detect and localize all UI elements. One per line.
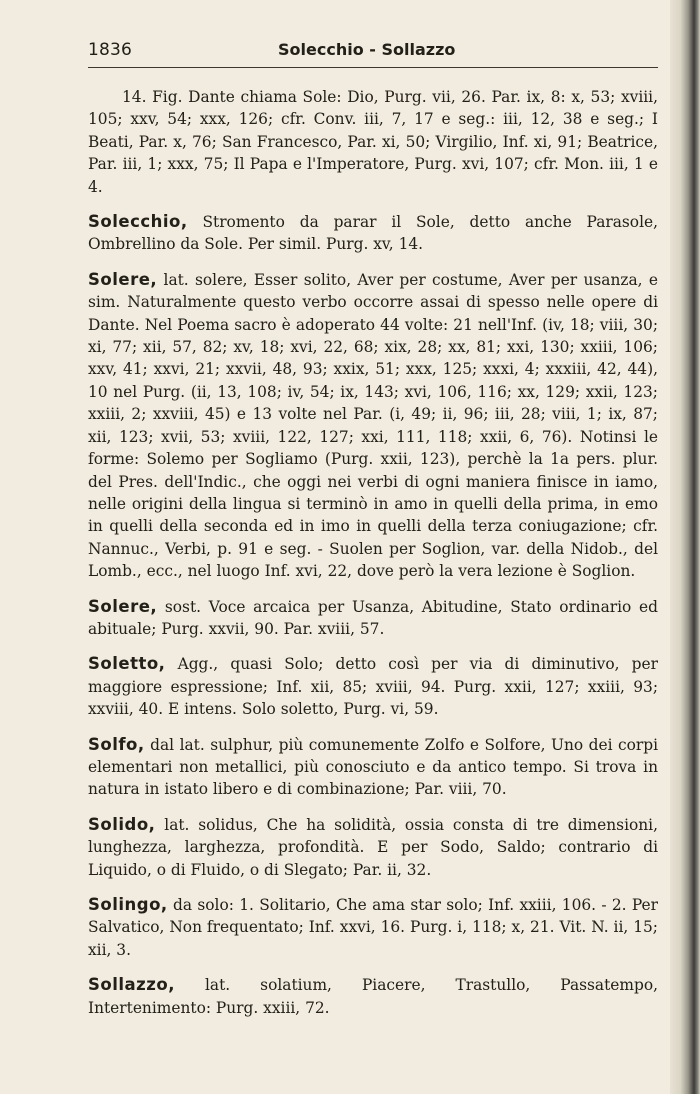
running-head: Solecchio - Sollazzo	[278, 40, 456, 59]
entry-text: lat. solatium, Piacere, Trastullo, Passatempo, Intertenimento: Purg. xxiii, 72.	[88, 976, 658, 1017]
page-header	[88, 40, 658, 70]
entry-text: lat. solidus, Che ha solidità, ossia consta di tre dimensioni, lunghezza, larghezza, profondità. E per Sodo, Saldo; contrario di Liquido, o di Fluido, o di Slegato; Par. ii, 32.	[88, 815, 658, 879]
entry-soletto	[88, 653, 658, 720]
entry-sollazzo	[88, 974, 658, 1019]
entry-solido	[88, 814, 658, 881]
dictionary-body	[88, 86, 658, 1032]
headword: Solecchio,	[88, 212, 188, 232]
header-rule	[88, 67, 658, 68]
headword: Solere,	[88, 269, 158, 289]
entry-text: 14. Fig. Dante chiama Sole: Dio, Purg. vii, 26. Par. ix, 8: x, 53; xviii, 105; xxv, 54; xxx, 126; cfr. Conv. iii, 7, 17 e seg.: iii, 12, 38 e seg.; I Beati, Par. x, 76; San Francesco, Par. xi, 50; Virgilio, Inf. xi, 91; Beatrice, Par. iii, 1; xxx, 75; Il Papa e l'Imperatore, Purg. xvi, 107; cfr. Mon. iii, 1 e 4.	[88, 88, 658, 196]
headword: Soletto,	[88, 654, 166, 674]
headword: Solingo,	[88, 895, 168, 914]
entry-text: lat. solere, Esser solito, Aver per costume, Aver per usanza, e sim. Naturalmente questo verbo occorre assai di spesso nelle opere di Dante. Nel Poema sacro è adoperato 44 volte: 21 nell'Inf. (iv, 18; viii, 30; xi, 77; xii, 57, 82; xv, 18; xvi, 22, 68; xix, 28; xx, 81; xxi, 130; xxiii, 106; xxv, 41; xxvi, 21; xxvii, 48, 93; xxix, 51; xxx, 125; xxxi, 4; xxxiii, 42, 44), 10 nel Purg. (ii, 13, 108; iv, 54; ix, 143; xvi, 106, 116; xx, 129; xxii, 123; xxiii, 2; xxviii, 45) e 13 volte nel Par. (i, 49; ii, 96; iii, 28; viii, 1; ix, 87; xii, 123; xvii, 53; xviii, 122, 127; xxi, 111, 118; xxii, 6, 76). Notinsi le forme: Solemo per Sogliamo (Purg. xxii, 123), perchè la 1a pers. plur. del Pres. dell'Indic., che oggi nei verbi di ogni maniera finisce in iamo, nelle origini della lingua si terminò in amo in quelli della prima, in emo in quelli della seconda ed in imo in quelli della terza coniugazione; cfr. Nannuc., Verbi, p. 91 e seg. - Suolen per Soglion, var. della Nidob., del Lomb., ecc., nel luogo Inf. xvi, 22, dove però la vera lezione è Soglion.	[88, 270, 658, 581]
entry-sole-14	[88, 86, 658, 198]
entry-text: Agg., quasi Solo; detto così per via di diminutivo, per maggiore espressione; Inf. xii, 85; xviii, 94. Purg. xxii, 127; xxiii, 93; xxviii, 40. E intens. Solo soletto, Purg. vi, 59.	[88, 655, 658, 719]
entry-solingo	[88, 894, 658, 961]
entry-text: da solo: 1. Solitario, Che ama star solo; Inf. xxiii, 106. - 2. Per Salvatico, Non frequentato; Inf. xxvi, 16. Purg. i, 118; x, 21. Vit. N. ii, 15; xii, 3.	[88, 896, 658, 959]
entry-solecchio	[88, 211, 658, 256]
entry-text: Stromento da parar il Sole, detto anche Parasole, Ombrellino da Sole. Per simil. Purg. xv, 14.	[88, 213, 658, 254]
entry-text: sost. Voce arcaica per Usanza, Abitudine, Stato ordinario ed abituale; Purg. xxvii, 90. Par. xviii, 57.	[88, 597, 658, 638]
headword: Sollazzo,	[88, 975, 175, 995]
entry-solere-verb	[88, 269, 658, 583]
entry-solfo	[88, 734, 658, 801]
headword: Solido,	[88, 814, 156, 834]
page-number: 1836	[88, 40, 133, 60]
entry-text: dal lat. sulphur, più comunemente Zolfo e Solfore, Uno dei corpi elementari non metallici, più conosciuto e da antico tempo. Si trova in natura in istato libero e di combinazione; Par. viii, 70.	[88, 735, 658, 799]
book-spine-edge	[670, 0, 700, 1094]
headword: Solere,	[88, 596, 158, 616]
entry-solere-noun	[88, 596, 658, 641]
headword: Solfo,	[88, 734, 145, 754]
